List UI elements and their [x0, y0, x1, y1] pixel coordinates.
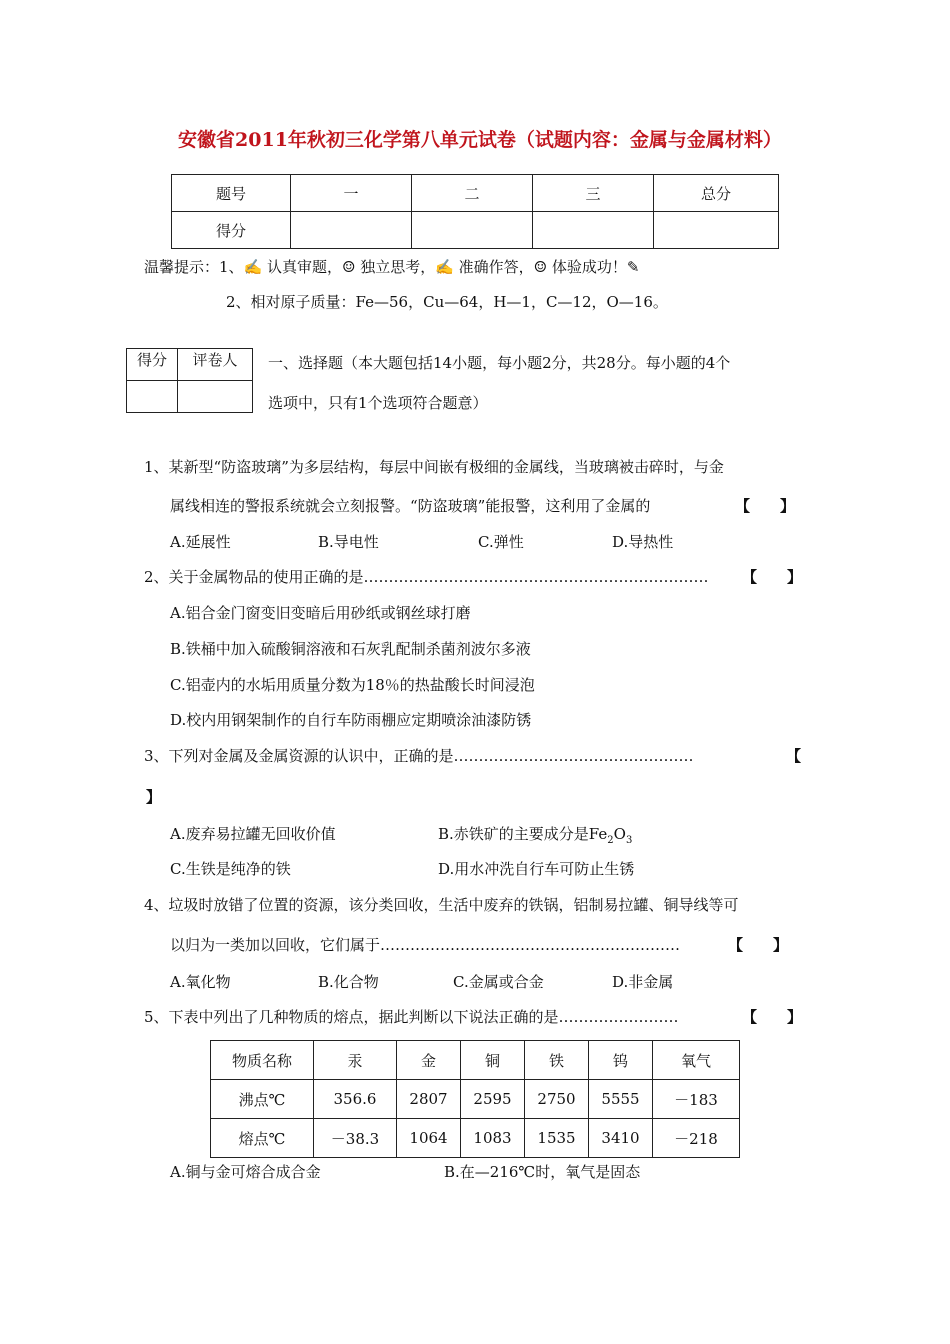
table-cell: 熔点℃ — [211, 1119, 314, 1158]
score-input-cell[interactable] — [533, 212, 654, 249]
score-header-cell: 一 — [291, 175, 412, 212]
grader-name-cell[interactable] — [178, 381, 253, 413]
score-input-cell[interactable] — [654, 212, 779, 249]
q3-option-b-text: B.赤铁矿的主要成分是Fe — [438, 825, 608, 843]
q4-option-d[interactable]: D.非金属 — [612, 973, 674, 991]
q2-stem: 2、关于金属物品的使用正确的是…………………………………………………………… — [144, 568, 709, 586]
score-header-cell: 题号 — [172, 175, 291, 212]
grader-score-cell[interactable] — [127, 381, 178, 413]
grader-table — [126, 348, 253, 413]
q4-stem-line-2: 以归为一类加以回收，它们属于…………………………………………………… — [170, 936, 681, 954]
score-table-header-row — [172, 175, 779, 212]
q3-option-a[interactable]: A.废弃易拉罐无回收价值 — [170, 825, 336, 843]
properties-table — [210, 1040, 740, 1158]
score-header-cell: 三 — [533, 175, 654, 212]
tip-line-1: 温馨提示：1、✍ 认真审题，☺ 独立思考，✍ 准确作答，☺ 体验成功！✎ — [144, 258, 640, 276]
q3-option-d[interactable]: D.用水冲洗自行车可防止生锈 — [438, 860, 635, 878]
section-heading-line-2: 选项中，只有1个选项符合题意） — [268, 394, 488, 412]
score-table-score-row — [172, 212, 779, 249]
table-cell: 2595 — [461, 1080, 525, 1119]
q2-option-a[interactable]: A.铝合金门窗变旧变暗后用砂纸或钢丝球打磨 — [170, 604, 471, 622]
q2-option-d[interactable]: D.校内用钢架制作的自行车防雨棚应定期喷涂油漆防锈 — [170, 711, 532, 729]
q1-option-b[interactable]: B.导电性 — [318, 533, 379, 551]
q3-option-c[interactable]: C.生铁是纯净的铁 — [170, 860, 291, 878]
q3-option-b[interactable] — [438, 823, 632, 852]
tip-line-2: 2、相对原子质量：Fe—56，Cu—64，H—1，C—12，O—16。 — [226, 293, 668, 311]
q5-stem: 5、下表中列出了几种物质的熔点，据此判断以下说法正确的是…………………… — [144, 1008, 679, 1026]
score-header-cell: 总分 — [654, 175, 779, 212]
q1-answer-bracket[interactable]: 【 】 — [735, 497, 796, 515]
q1-option-a[interactable]: A.延展性 — [170, 533, 231, 551]
grader-score-label: 得分 — [127, 349, 178, 381]
section-heading-line-1: 一、选择题（本大题包括14小题，每小题2分，共28分。每小题的4个 — [268, 354, 731, 372]
table-cell: 1064 — [397, 1119, 461, 1158]
table-cell: 1535 — [525, 1119, 589, 1158]
q2-option-b[interactable]: B.铁桶中加入硫酸铜溶液和石灰乳配制杀菌剂波尔多液 — [170, 640, 531, 658]
q3-bracket-close[interactable]: 】 — [146, 788, 162, 806]
q3-bracket-open[interactable]: 【 — [786, 747, 802, 765]
q5-option-a[interactable]: A.铜与金可熔合成合金 — [170, 1163, 321, 1181]
score-input-cell[interactable] — [291, 212, 412, 249]
table-header-cell: 铁 — [525, 1041, 589, 1080]
q5-option-b[interactable]: B.在—216℃时，氧气是固态 — [444, 1163, 641, 1181]
score-header-cell: 二 — [412, 175, 533, 212]
table-cell: －183 — [653, 1080, 740, 1119]
q4-option-a[interactable]: A.氧化物 — [170, 973, 231, 991]
table-cell: －38.3 — [314, 1119, 397, 1158]
q3-option-b-o: O — [613, 825, 626, 843]
q5-answer-bracket[interactable]: 【 】 — [742, 1008, 803, 1026]
grader-name-label: 评卷人 — [178, 349, 253, 381]
table-header-cell: 物质名称 — [211, 1041, 314, 1080]
table-cell: 356.6 — [314, 1080, 397, 1119]
score-table — [171, 174, 779, 249]
q1-option-c[interactable]: C.弹性 — [478, 533, 524, 551]
table-header-cell: 金 — [397, 1041, 461, 1080]
table-header-cell: 钨 — [589, 1041, 653, 1080]
q4-option-b[interactable]: B.化合物 — [318, 973, 379, 991]
q2-answer-bracket[interactable]: 【 】 — [742, 568, 803, 586]
table-row — [211, 1080, 740, 1119]
q2-option-c[interactable]: C.铝壶内的水垢用质量分数为18％的热盐酸长时间浸泡 — [170, 676, 535, 694]
table-row — [211, 1119, 740, 1158]
score-row-label: 得分 — [172, 212, 291, 249]
page-title: 安徽省2011年秋初三化学第八单元试卷（试题内容：金属与金属材料） — [178, 129, 782, 151]
q1-stem-line-2: 属线相连的警报系统就会立刻报警。“防盗玻璃”能报警，这利用了金属的 — [170, 497, 651, 515]
table-cell: 1083 — [461, 1119, 525, 1158]
q4-stem-line-1: 4、垃圾时放错了位置的资源，该分类回收，生活中废弃的铁锅，铝制易拉罐、铜导线等可 — [144, 896, 739, 914]
table-cell: 2807 — [397, 1080, 461, 1119]
q3-option-b-sub1: 2 — [607, 835, 614, 846]
table-cell: 3410 — [589, 1119, 653, 1158]
q3-option-b-sub2: 3 — [625, 835, 633, 846]
score-input-cell[interactable] — [412, 212, 533, 249]
q4-answer-bracket[interactable]: 【 】 — [728, 936, 789, 954]
q1-option-d[interactable]: D.导热性 — [612, 533, 674, 551]
table-row — [211, 1041, 740, 1080]
q3-stem: 3、下列对金属及金属资源的认识中，正确的是………………………………………… — [144, 747, 694, 765]
table-header-cell: 铜 — [461, 1041, 525, 1080]
table-cell: 5555 — [589, 1080, 653, 1119]
q1-stem-line-1: 1、某新型“防盗玻璃”为多层结构，每层中间嵌有极细的金属线，当玻璃被击碎时，与金 — [144, 458, 724, 476]
table-header-cell: 汞 — [314, 1041, 397, 1080]
table-cell: 沸点℃ — [211, 1080, 314, 1119]
table-cell: 2750 — [525, 1080, 589, 1119]
q4-option-c[interactable]: C.金属或合金 — [453, 973, 544, 991]
table-header-cell: 氧气 — [653, 1041, 740, 1080]
table-cell: －218 — [653, 1119, 740, 1158]
